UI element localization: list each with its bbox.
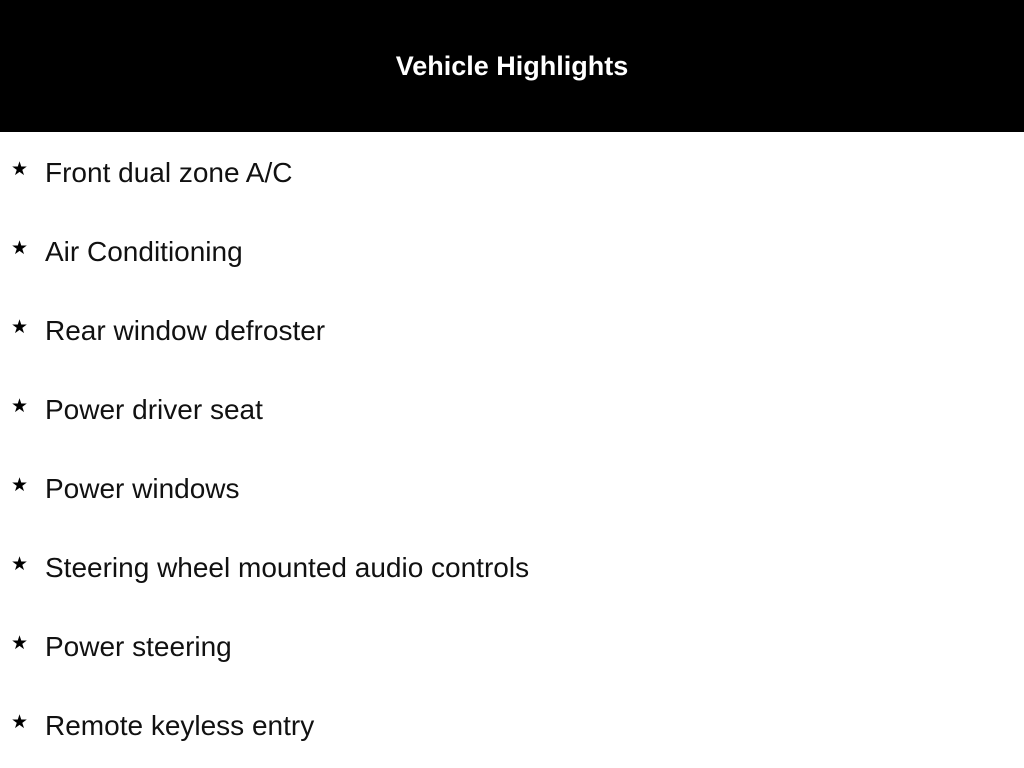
list-item-row — [11, 394, 263, 426]
star-icon: ★ — [11, 158, 29, 180]
list-item — [0, 606, 1024, 685]
list-item-label: Air Conditioning — [45, 236, 243, 267]
list-item-label: Steering wheel mounted audio controls — [45, 552, 530, 583]
list-item — [0, 290, 1024, 369]
list-item-label: Power driver seat — [45, 394, 263, 425]
list-item-row — [11, 236, 243, 268]
star-icon: ★ — [11, 316, 29, 338]
list-item-row — [11, 473, 240, 505]
list-item — [0, 448, 1024, 527]
list-item-label: Power steering — [45, 631, 232, 662]
list-item-label: Power windows — [45, 473, 240, 504]
star-icon: ★ — [11, 711, 29, 733]
list-item-row — [11, 710, 314, 742]
list-item — [0, 527, 1024, 606]
list-item-row — [11, 631, 232, 663]
list-item — [0, 132, 1024, 211]
list-item-label: Rear window defroster — [45, 315, 326, 346]
page-title: Vehicle Highlights — [395, 50, 629, 81]
list-item-row — [11, 315, 325, 347]
highlights-list — [0, 132, 1024, 764]
star-icon: ★ — [11, 395, 29, 417]
list-item-row — [11, 157, 292, 189]
star-icon: ★ — [11, 632, 29, 654]
star-icon: ★ — [11, 553, 29, 575]
list-item-row — [11, 552, 529, 584]
star-icon: ★ — [11, 474, 29, 496]
list-item-label: Remote keyless entry — [45, 710, 315, 741]
list-item-label: Front dual zone A/C — [45, 157, 293, 188]
list-item — [0, 211, 1024, 290]
list-item — [0, 685, 1024, 764]
page-header — [0, 0, 1024, 132]
list-item — [0, 369, 1024, 448]
star-icon: ★ — [11, 237, 29, 259]
